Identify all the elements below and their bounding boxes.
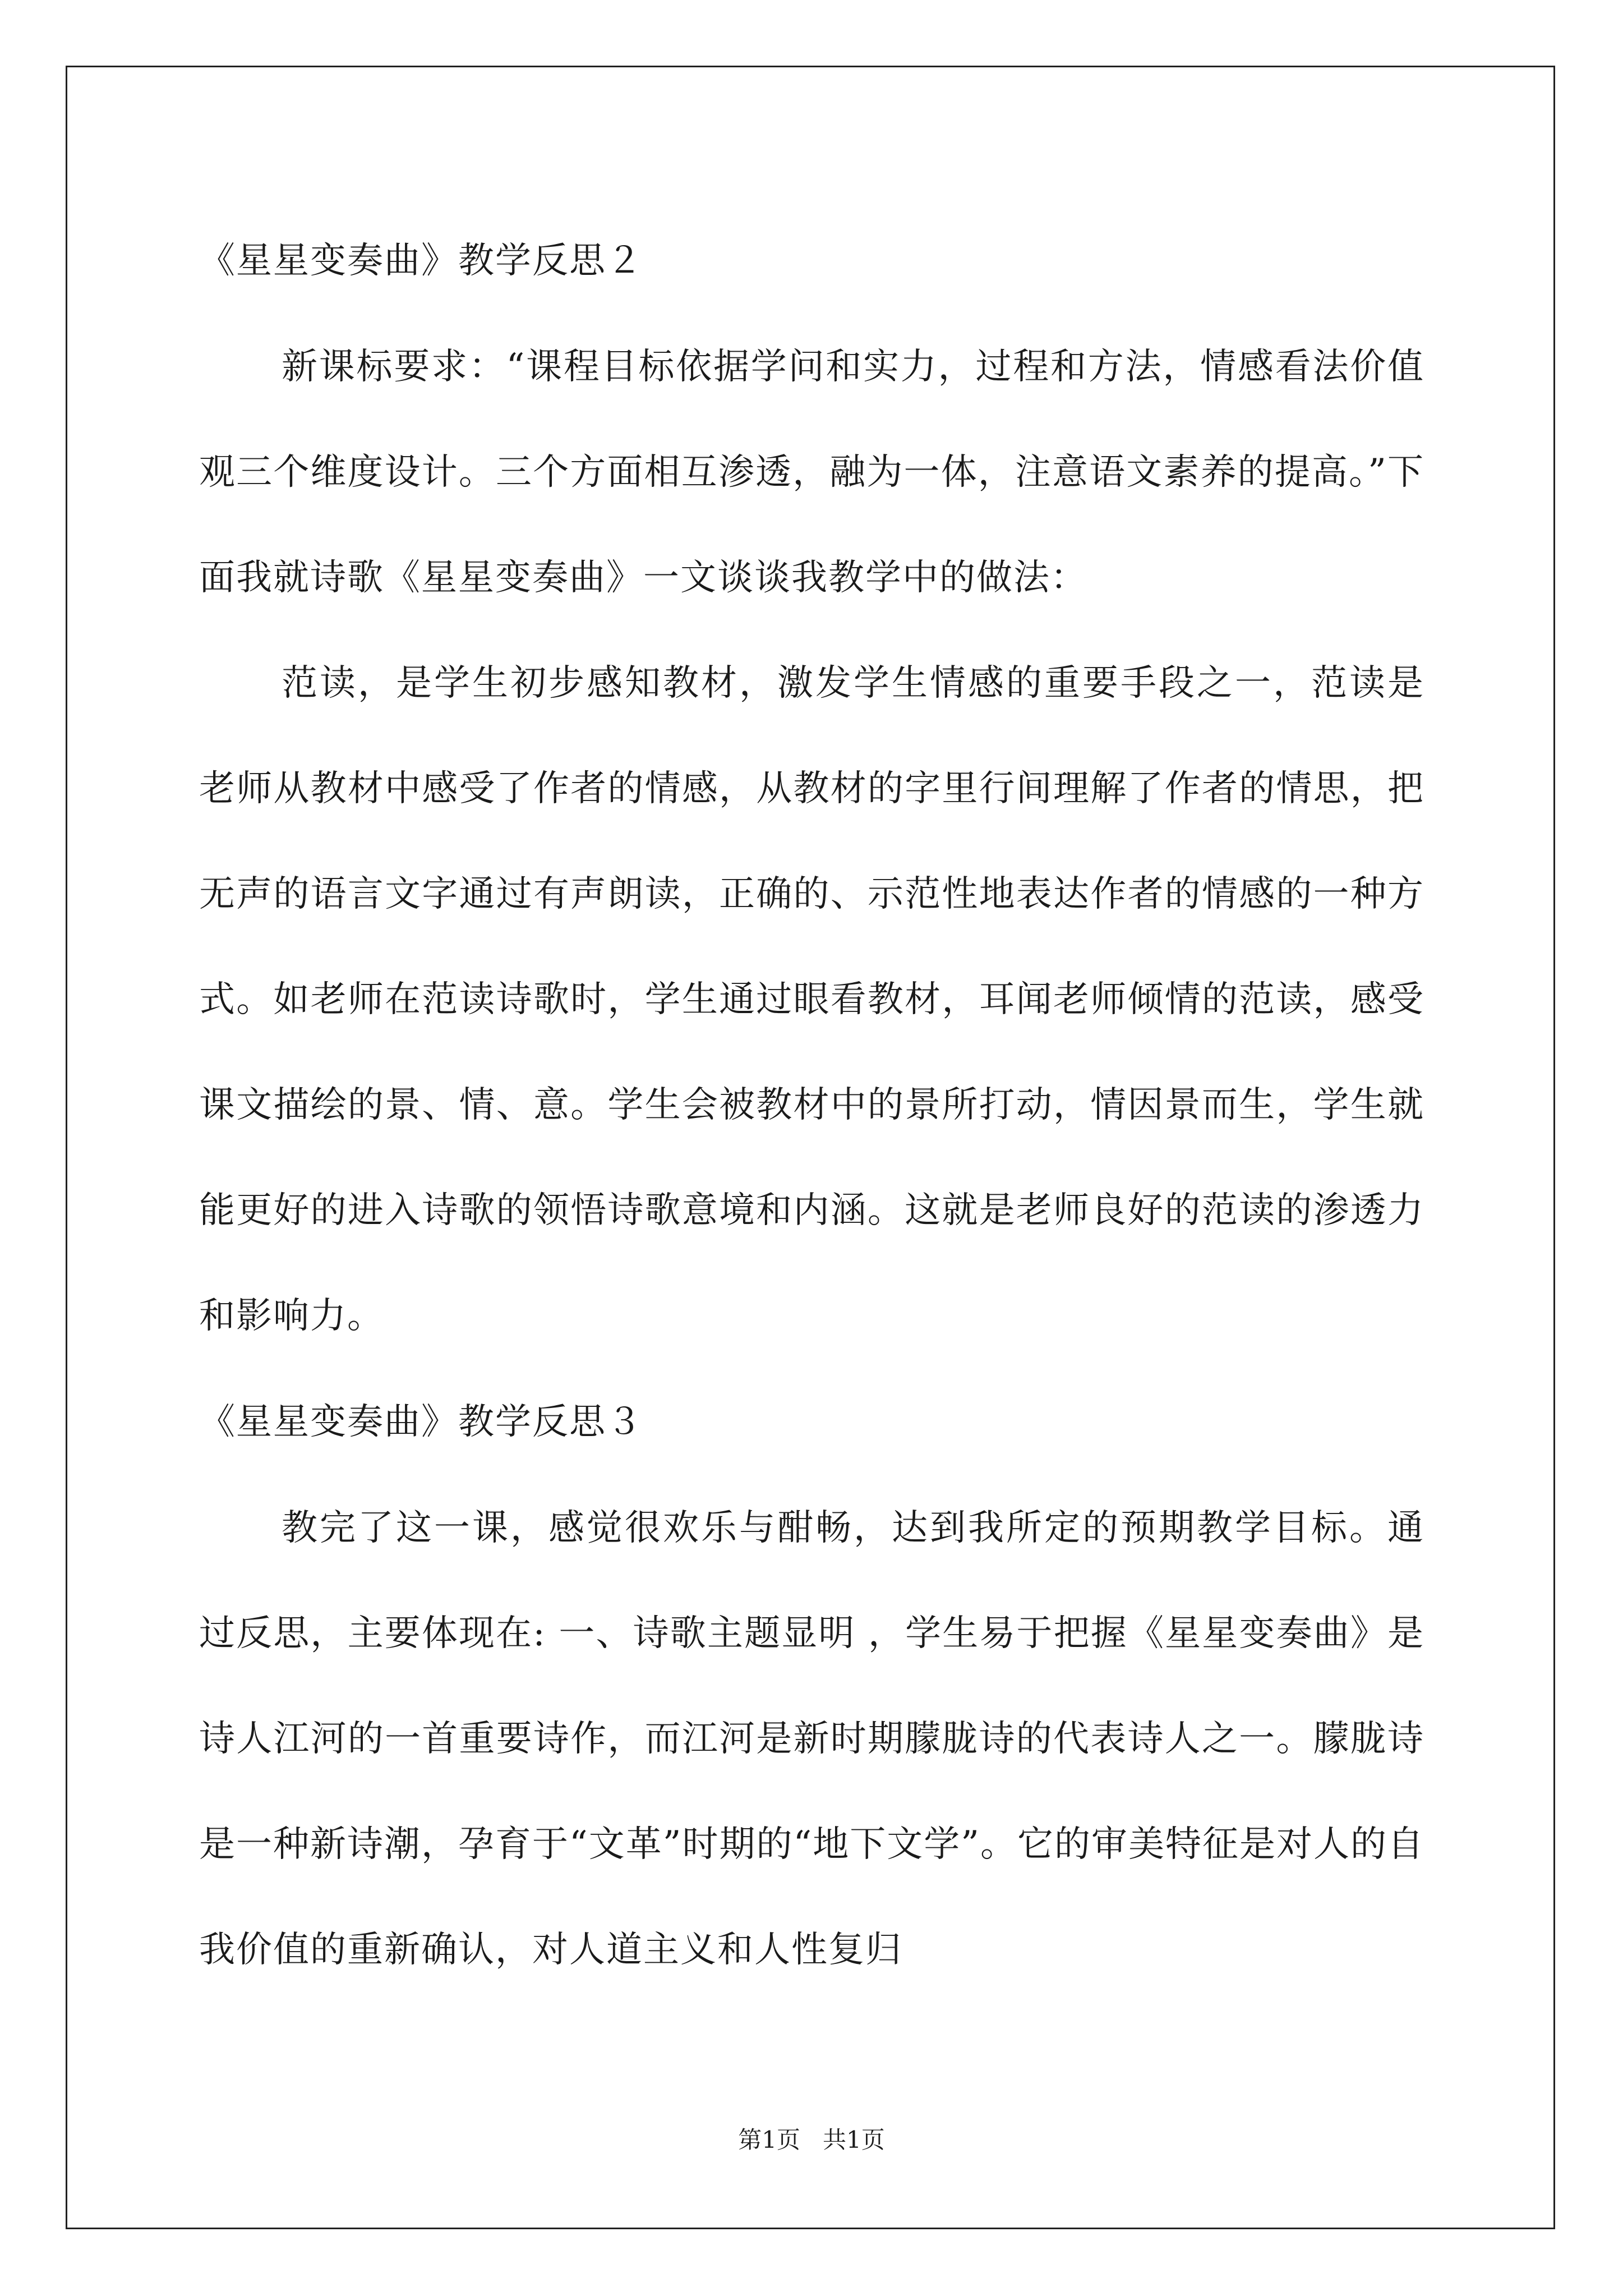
paragraph: 范读，是学生初步感知教材，激发学生情感的重要手段之一，范读是老师从教材中感受了作者的情感，从教材的字里行间理解了作者的情思，把无声的语言文字通过有声朗读，正确的、示范性地表达作者的情感的一种方式。如老师在范读诗歌时，学生通过眼看教材，耳闻老师倾情的范读，感受课文描绘的景、情、意。学生会被教材中的景所打动，情因景而生，学生就能更好的进入诗歌的领悟诗歌意境和内涵。这就是老师良好的范读的渗透力和影响力。	[199, 662, 1424, 1337]
section-heading: 《星星变奏曲》教学反思３	[199, 1401, 643, 1443]
paragraph: 新课标要求：“课程目标依据学问和实力，过程和方法，情感看法价值观三个维度设计。三个方面相互渗透，融为一体，注意语文素养的提高。”下面我就诗歌《星星变奏曲》一文谈谈我教学中的做法：	[199, 346, 1424, 599]
page-footer: 第1页 共1页	[738, 2126, 885, 2154]
document-body	[199, 208, 1424, 2003]
section-heading: 《星星变奏曲》教学反思２	[199, 240, 643, 282]
paragraph: 教完了这一课，感觉很欢乐与酣畅，达到我所定的预期教学目标。通过反思，主要体现在: 一、诗歌主题显明 ，学生易于把握《星星变奏曲》是诗人江河的一首重要诗作，而江河是新时期朦胧诗的代表诗人之一。朦胧诗是一种新诗潮，孕育于“文革”时期的“地下文学”。它的审美特征是对人的自我价值的重新确认，对人道主义和人性复归	[199, 1507, 1424, 1971]
